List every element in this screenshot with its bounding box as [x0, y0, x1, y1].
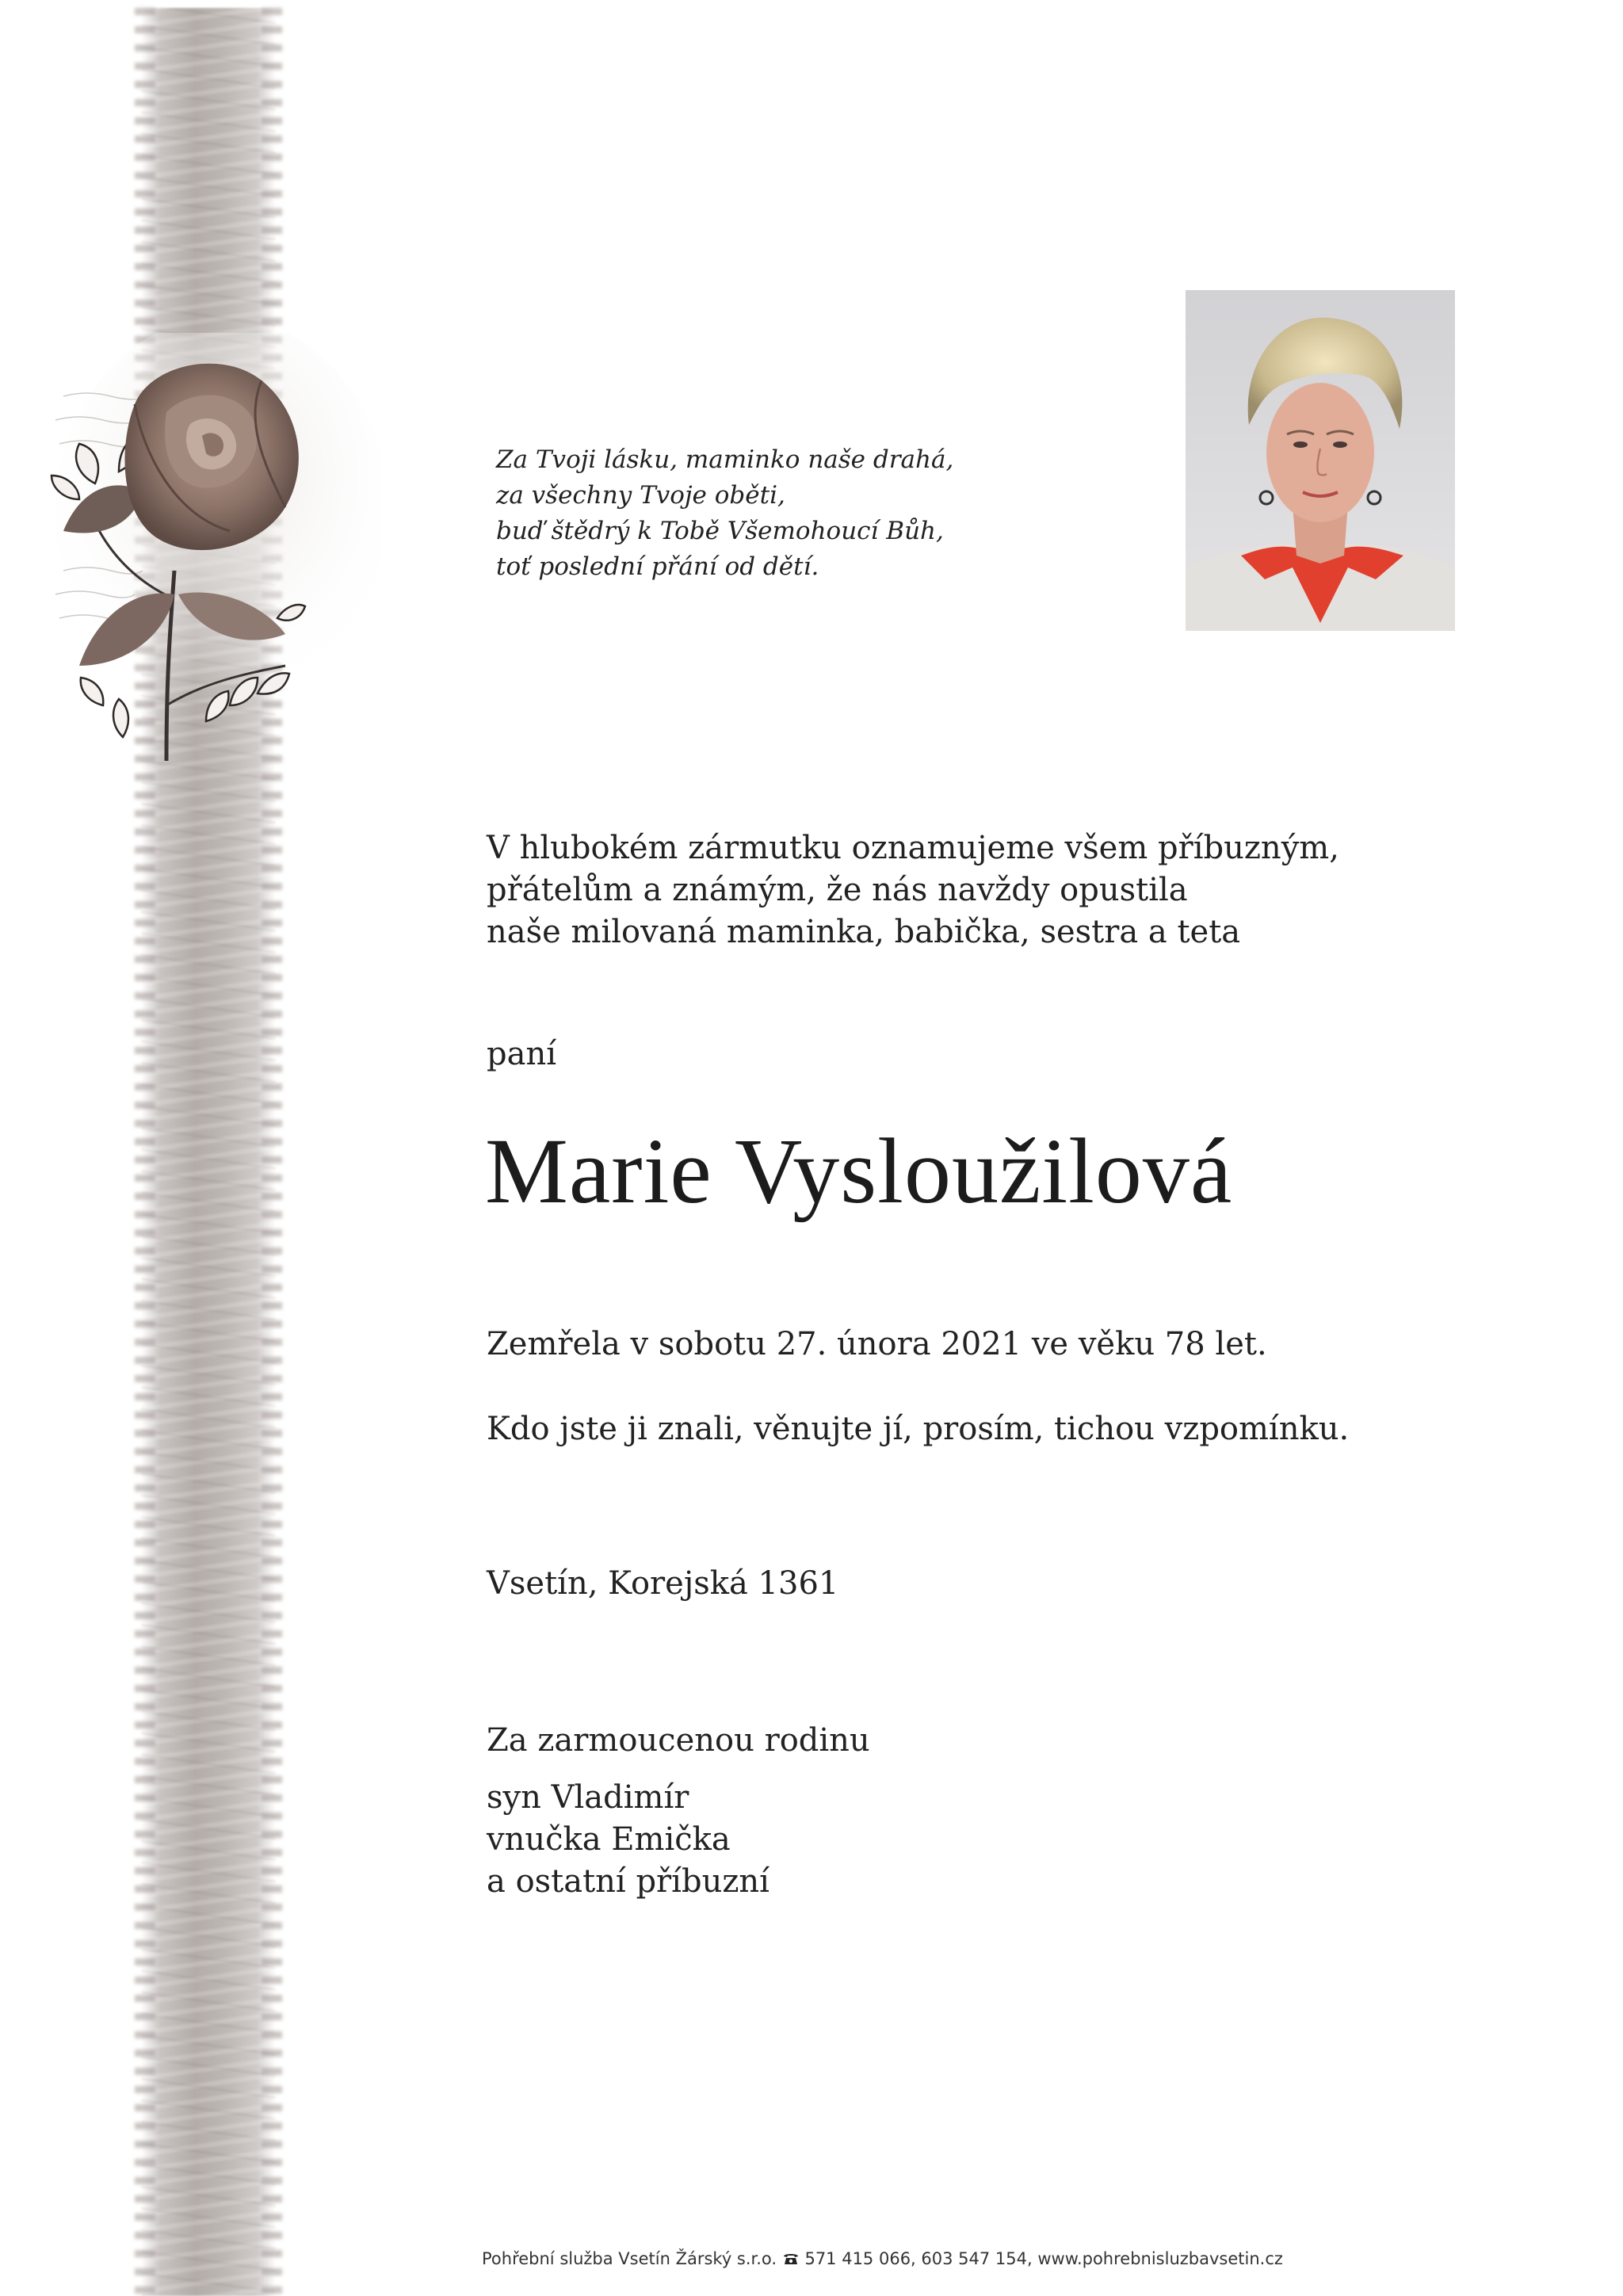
deceased-name: Marie Vysloužilová	[485, 1119, 1233, 1223]
announcement	[487, 827, 1339, 953]
telephone-icon	[782, 2251, 800, 2265]
announcement-line: naše milovaná maminka, babička, sestra a teta	[487, 914, 1241, 950]
family-heading: Za zarmoucenou rodinu	[487, 1722, 870, 1759]
address: Vsetín, Korejská 1361	[487, 1565, 839, 1602]
family-member: syn Vladimír	[487, 1779, 689, 1816]
memory-line: Kdo jste ji znali, věnujte jí, prosím, tichou vzpomínku.	[487, 1411, 1350, 1447]
title-word: paní	[487, 1036, 557, 1072]
announcement-line: V hlubokém zármutku oznamujeme všem příbuzným,	[487, 830, 1339, 866]
footer-company: Pohřební služba Vsetín Žárský s.r.o.	[482, 2249, 777, 2268]
family-members	[487, 1777, 769, 1903]
death-line: Zemřela v sobotu 27. února 2021 ve věku 78 let.	[487, 1326, 1267, 1362]
verse-line: buď štědrý k Tobě Všemohoucí Bůh,	[496, 517, 944, 545]
verse	[496, 442, 953, 585]
verse-line: Za Tvoji lásku, maminko naše drahá,	[496, 445, 954, 474]
footer-contact: 571 415 066, 603 547 154, www.pohrebnisluzbavsetin.cz	[804, 2249, 1283, 2268]
family-member: vnučka Emička	[487, 1821, 731, 1858]
verse-line: toť poslední přání od dětí.	[496, 552, 819, 581]
verse-line: za všechny Tvoje oběti,	[496, 481, 785, 510]
portrait-photo	[1186, 290, 1455, 631]
announcement-line: přátelům a známým, že nás navždy opustila	[487, 872, 1188, 908]
footer	[482, 2249, 1283, 2268]
rose-icon	[48, 333, 380, 777]
family-member: a ostatní příbuzní	[487, 1863, 769, 1900]
